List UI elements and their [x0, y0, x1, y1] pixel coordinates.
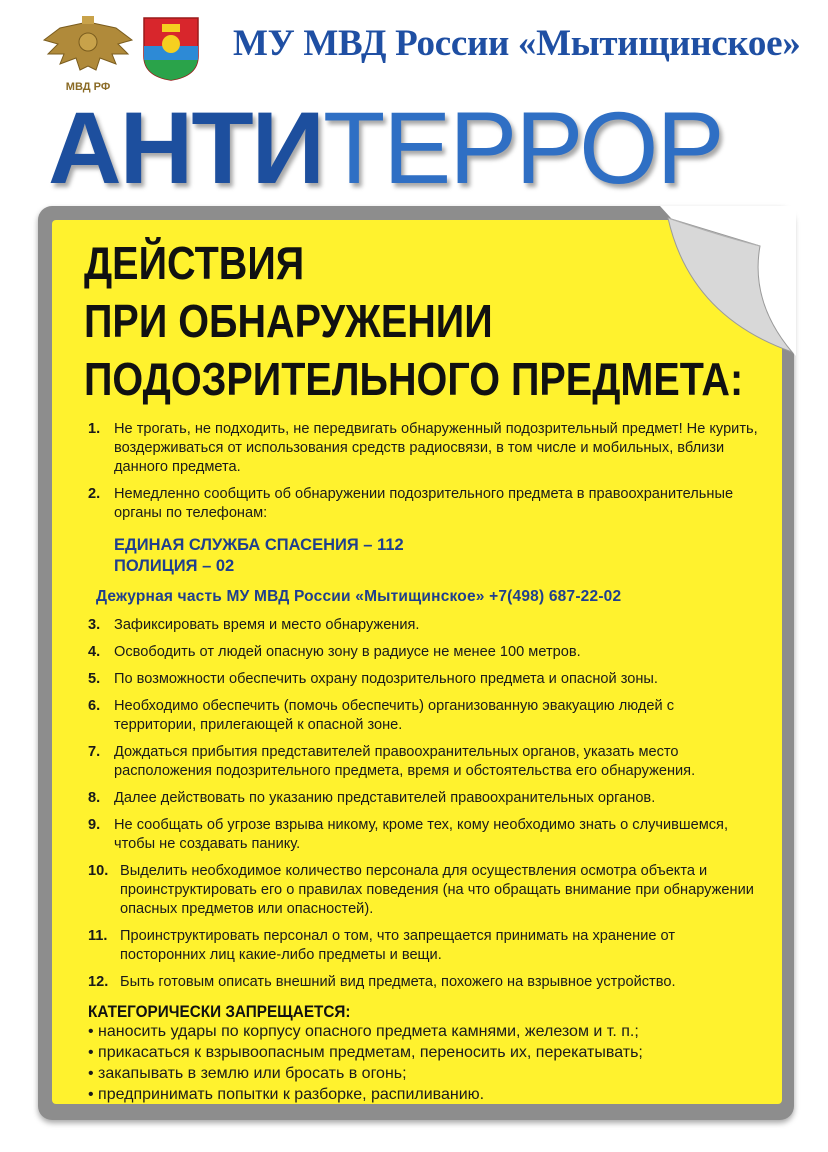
item-text: Немедленно сообщить об обнаружении подозрительного предмета в правоохранительные органы по телефонам:	[114, 486, 734, 521]
heading-line-2: ПРИ ОБНАРУЖЕНИИ	[84, 295, 493, 347]
item-text: Зафиксировать время и место обнаружения.	[114, 617, 420, 633]
heading-line-3: ПОДОЗРИТЕЛЬНОГО ПРЕДМЕТА:	[84, 353, 744, 405]
list-item	[88, 420, 760, 477]
hotline-duty: Дежурная часть МУ МВД России «Мытищинское» +7(498) 687-22-02	[96, 588, 622, 605]
item-number: 11.	[88, 928, 108, 944]
city-coat-of-arms-icon	[142, 16, 200, 82]
item-number: 6.	[88, 698, 101, 714]
item-number: 5.	[88, 671, 101, 687]
list-item	[88, 927, 760, 965]
list-item	[88, 670, 760, 689]
item-number: 1.	[88, 421, 101, 437]
antiterror-title	[48, 91, 723, 205]
item-number: 10.	[88, 863, 109, 879]
item-number: 2.	[88, 486, 101, 502]
forbidden-item: • закапывать в землю или бросать в огонь;	[88, 1065, 407, 1082]
item-text: Освободить от людей опасную зону в радиусе не менее 100 метров.	[114, 644, 581, 660]
list-item	[88, 485, 760, 523]
item-number: 12.	[88, 974, 109, 990]
heading-line-1: ДЕЙСТВИЯ	[84, 237, 305, 289]
list-item	[88, 616, 760, 635]
item-number: 3.	[88, 617, 101, 633]
item-text: По возможности обеспечить охрану подозрительного предмета и опасной зоны.	[114, 671, 658, 687]
emblem-caption: МВД РФ	[65, 81, 111, 93]
item-text: Выделить необходимое количество персонала для осуществления осмотра объекта и проинструктировать его о правилах поведения (на что обращать внимание при обнаружении опасных предметов или опасностей).	[120, 863, 754, 917]
item-number: 8.	[88, 790, 101, 806]
hotline-police: ПОЛИЦИЯ – 02	[114, 557, 235, 575]
mvd-emblem-icon	[40, 14, 136, 96]
list-item	[88, 743, 760, 781]
item-text: Далее действовать по указанию представителей правоохранительных органов.	[114, 790, 656, 806]
organization-title: МУ МВД России «Мытищинское»	[233, 23, 801, 64]
title-terror: ТЕРРОР	[322, 91, 723, 205]
instructions-list	[88, 420, 760, 1105]
item-text: Быть готовым описать внешний вид предмета, похожего на взрывное устройство.	[120, 974, 676, 990]
item-text: Дождаться прибытия представителей правоохранительных органов, указать место расположения подозрительного предмета, время и обстоятельства его обнаружения.	[114, 744, 696, 779]
item-text: Необходимо обеспечить (помочь обеспечить) организованную эвакуацию людей с территории, прилегающей к опасной зоне.	[114, 698, 675, 733]
item-text: Не сообщать об угрозе взрыва никому, кроме тех, кому необходимо знать о случившемся, чтобы не создавать панику.	[114, 817, 728, 852]
list-item	[88, 973, 760, 992]
forbidden-item: • прикасаться к взрывоопасным предметам, переносить их, перекатывать;	[88, 1044, 643, 1061]
list-item	[88, 862, 760, 919]
forbidden-item: • наносить удары по корпусу опасного предмета камнями, железом и т. п.;	[88, 1023, 639, 1040]
item-text: Не трогать, не подходить, не передвигать обнаруженный подозрительный предмет! Не курить, воздерживаться от использования средств радиосвязи, в том числе и мобильных, вблизи данного предмета.	[114, 421, 758, 475]
list-item	[88, 643, 760, 662]
item-number: 4.	[88, 644, 101, 660]
list-item	[88, 816, 760, 854]
hotline-rescue: ЕДИНАЯ СЛУЖБА СПАСЕНИЯ – 112	[114, 536, 404, 554]
list-item	[88, 789, 760, 808]
forbidden-title: КАТЕГОРИЧЕСКИ ЗАПРЕЩАЕТСЯ:	[88, 1002, 351, 1021]
item-number: 7.	[88, 744, 101, 760]
title-anti: АНТИ	[48, 91, 323, 205]
item-text: Проинструктировать персонал о том, что запрещается принимать на хранение от посторонних лиц какие-либо предметы и вещи.	[120, 928, 676, 963]
forbidden-item: • предпринимать попытки к разборке, распиливанию.	[88, 1086, 485, 1103]
main-heading	[84, 234, 743, 408]
item-number: 9.	[88, 817, 101, 833]
list-item	[88, 697, 760, 735]
